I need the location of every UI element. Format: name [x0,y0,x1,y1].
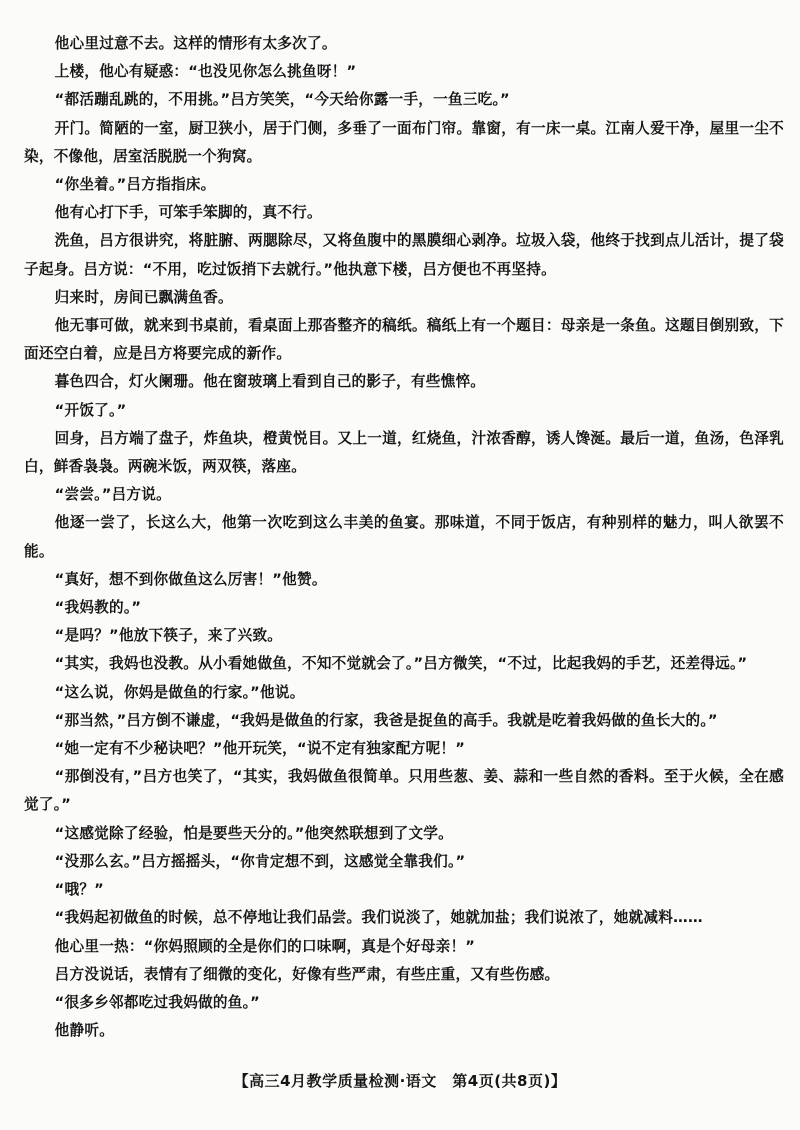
paragraph-12: 回身，吕方端了盘子，炸鱼块，橙黄悦目。又上一道，红烧鱼，汁浓香醇，诱人馋涎。最后一道，鱼汤，色泽乳白，鲜香袅袅。两碗米饭，两双筷，落座。 [24,429,784,476]
paragraph-20: “那当然，”吕方倒不谦虚，“我妈是做鱼的行家，我爸是捉鱼的高手。我就是吃着我妈做的鱼长大的。” [54,711,718,729]
paragraph-19: “这么说，你妈是做鱼的行家。”他说。 [54,683,305,701]
paragraph-8: 归来时，房间已飘满鱼香。 [54,288,233,306]
paragraph-14: 他逐一尝了，长这么大，他第一次吃到这么丰美的鱼宴。那味道，不同于饭店，有种别样的魅力，叫人欲罢不能。 [24,514,784,560]
paragraph-2: 上楼，他心有疑惑：“也没见你怎么挑鱼呀！” [54,63,357,81]
paragraph-7: 洗鱼，吕方很讲究，将脏腑、两腮除尽，又将鱼腹中的黑膜细心剥净。垃圾入袋，他终于找到点儿活计，提了袋子起身。吕方说：“不用，吃过饭捎下去就行。”他执意下楼，吕方便也不再坚持。 [24,232,784,278]
paragraph-23: “这感觉除了经验，怕是要些天分的。”他突然联想到了文学。 [54,824,453,842]
paragraph-21: “她一定有不少秘诀吧？”他开玩笑，“说不定有独家配方呢！” [54,740,466,758]
paragraph-9: 他无事可做，就来到书桌前，看桌面上那沓整齐的稿纸。稿纸上有一个题目：母亲是一条鱼。这题目倒别致，下面还空白着，应是吕方将要完成的新作。 [24,317,784,363]
paragraph-15: “真好，想不到你做鱼这么厉害！”他赞。 [54,570,327,588]
paragraph-4: 开门。简陋的一室，厨卫狭小，居于门侧，多垂了一面布门帘。靠窗，有一床一桌。江南人爱干净，屋里一尘不染，不像他，居室活脱脱一个狗窝。 [24,119,784,165]
paragraph-26: “我妈起初做鱼的时候，总不停地让我们品尝。我们说淡了，她就加盐；我们说浓了，她就减料…… [54,909,703,927]
paragraph-3: “都活蹦乱跳的，不用挑。”吕方笑笑，“今天给你露一手，一鱼三吃。” [54,91,510,109]
page-footer: 【高三4月教学质量检测·语文 第4页(共8页)】 [233,1072,567,1090]
paragraph-11: “开饭了。” [54,401,127,419]
paragraph-5: “你坐着。”吕方指指床。 [54,176,216,194]
paragraph-6: 他有心打下手，可笨手笨脚的，真不行。 [54,204,322,222]
paragraph-17: “是吗？”他放下筷子，来了兴致。 [54,627,283,645]
paragraph-13: “尝尝。”吕方说。 [54,486,171,504]
paragraph-16: “我妈教的。” [54,599,142,617]
paragraph-25: “哦？” [54,881,105,899]
paragraph-28: 吕方没说话，表情有了细微的变化，好像有些严肃，有些庄重，又有些伤感。 [54,965,560,983]
paragraph-18: “其实，我妈也没教。从小看她做鱼，不知不觉就会了。”吕方微笑，“不过，比起我妈的手艺，还差得远。” [54,655,748,673]
paragraph-10: 暮色四合，灯火阑珊。他在窗玻璃上看到自己的影子，有些憔悴。 [54,373,486,391]
story-body [24,30,784,1045]
paragraph-27: 他心里一热：“你妈照顾的全是你们的口味啊，真是个好母亲！” [54,937,476,955]
paragraph-1: 他心里过意不去。这样的情形有太多次了。 [54,35,337,52]
paragraph-30: 他静听。 [54,1022,115,1040]
paragraph-29: “很多乡邻都吃过我妈做的鱼。” [54,993,261,1011]
paragraph-24: “没那么玄。”吕方摇摇头，“你肯定想不到，这感觉全靠我们。” [54,852,466,870]
paragraph-22: “那倒没有，”吕方也笑了，“其实，我妈做鱼很简单。只用些葱、姜、蒜和一些自然的香料。至于火候，全在感觉了。” [24,768,784,814]
